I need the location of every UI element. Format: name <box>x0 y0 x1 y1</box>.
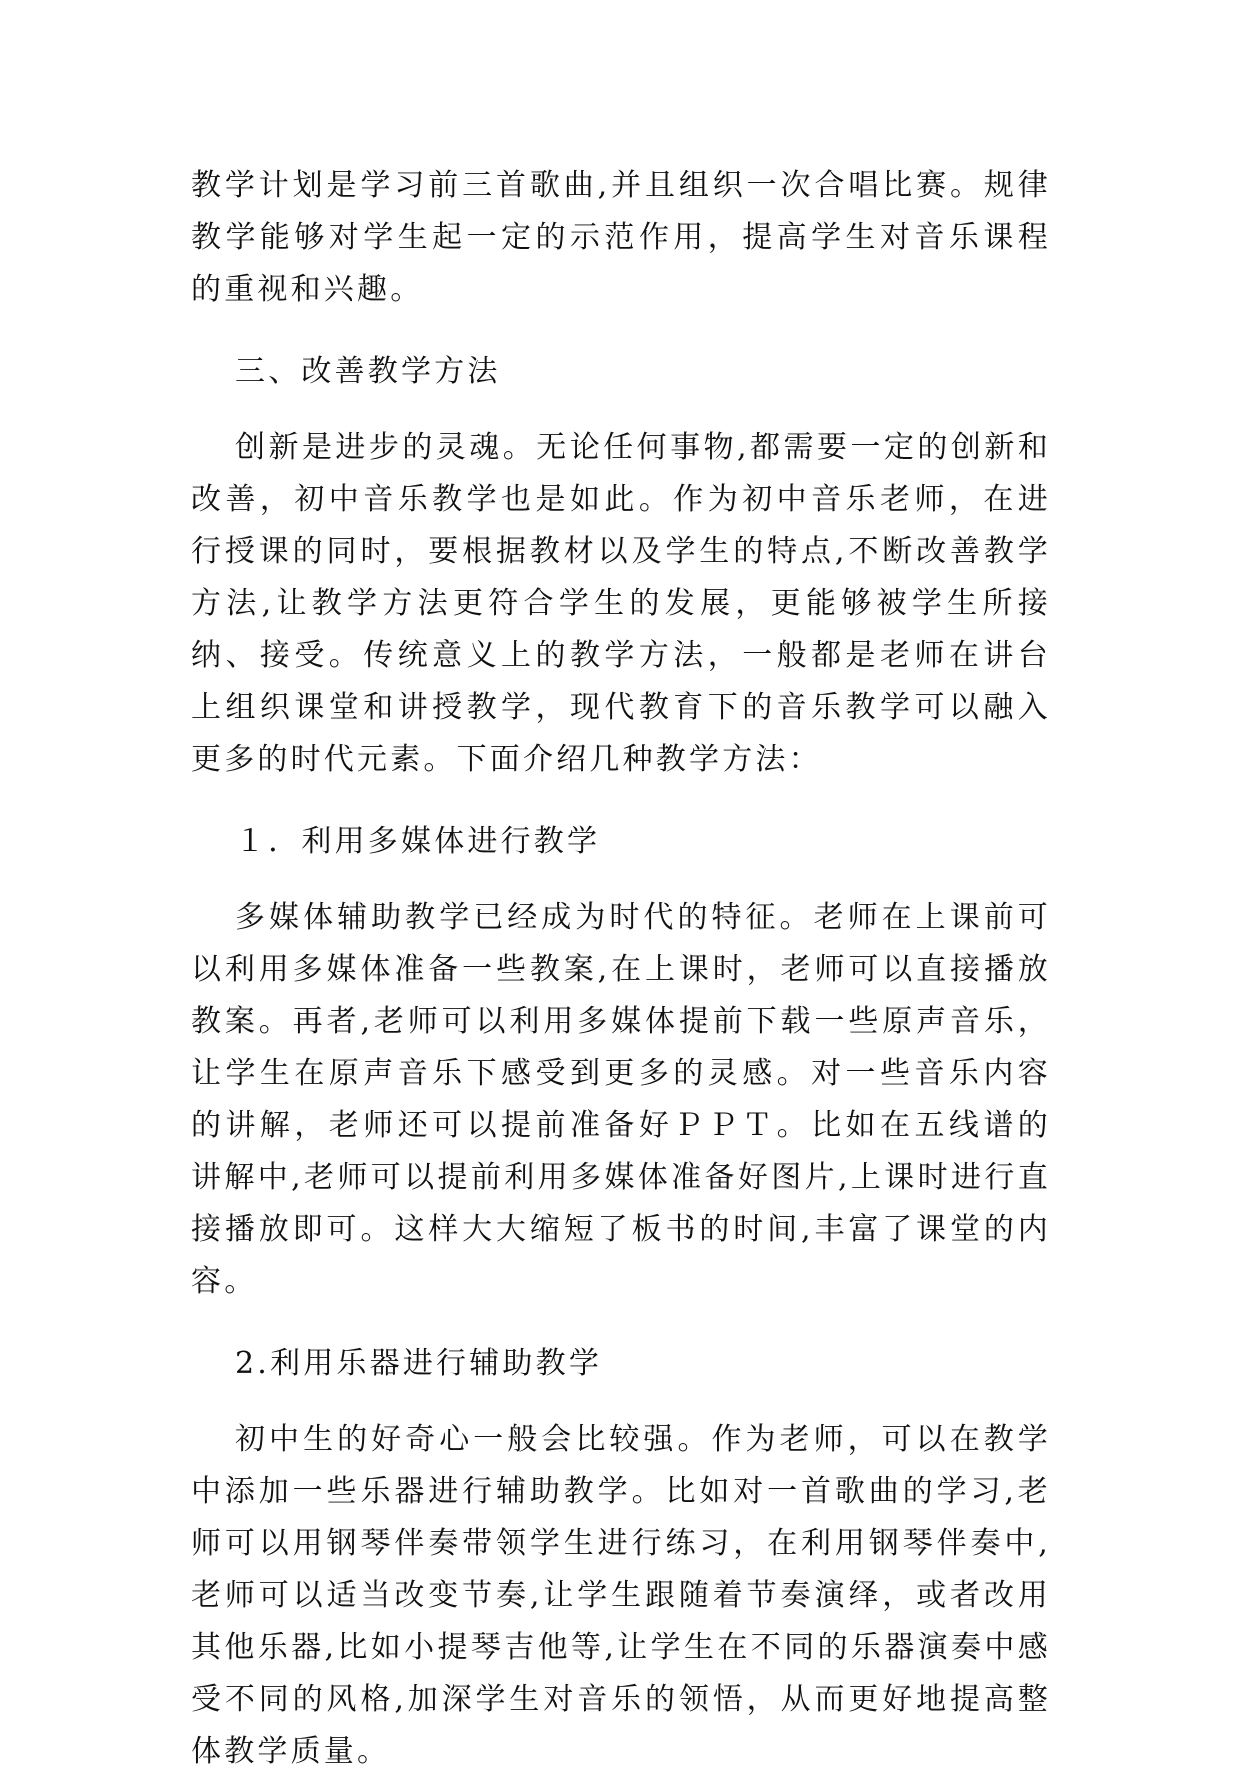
paragraph-instruments: 初中生的好奇心一般会比较强。作为老师，可以在教学中添加一些乐器进行辅助教学。比如对一首歌曲的学习,老师可以用钢琴伴奏带领学生进行练习，在利用钢琴伴奏中,老师可以适当改变节奏,让学生跟随着节奏演绎，或者改用其他乐器,比如小提琴吉他等,让学生在不同的乐器演奏中感受不同的风格,加深学生对音乐的领悟，从而更好地提高整体教学质量。 <box>191 1422 1051 1769</box>
subheading-multimedia: １．利用多媒体进行教学 <box>235 824 601 859</box>
paragraph-innovation: 创新是进步的灵魂。无论任何事物,都需要一定的创新和改善，初中音乐教学也是如此。作为初中音乐老师，在进行授课的同时，要根据教材以及学生的特点,不断改善教学方法,让教学方法更符合学生的发展，更能够被学生所接纳、接受。传统意义上的教学方法，一般都是老师在讲台上组织课堂和讲授教学，现代教育下的音乐教学可以融入更多的时代元素。下面介绍几种教学方法： <box>191 430 1051 777</box>
paragraph-multimedia: 多媒体辅助教学已经成为时代的特征。老师在上课前可以利用多媒体准备一些教案,在上课时，老师可以直接播放教案。再者,老师可以利用多媒体提前下载一些原声音乐，让学生在原声音乐下感受到更多的灵感。对一些音乐内容的讲解，老师还可以提前准备好ＰＰＴ。比如在五线谱的讲解中,老师可以提前利用多媒体准备好图片,上课时进行直接播放即可。这样大大缩短了板书的时间,丰富了课堂的内容。 <box>191 900 1051 1299</box>
paragraph-teaching-plan: 教学计划是学习前三首歌曲,并且组织一次合唱比赛。规律教学能够对学生起一定的示范作用，提高学生对音乐课程的重视和兴趣。 <box>191 168 1051 307</box>
document-body <box>191 160 1051 1778</box>
subheading-instruments: 2.利用乐器进行辅助教学 <box>235 1346 603 1381</box>
section-heading-improve-methods: 三、改善教学方法 <box>235 354 501 389</box>
